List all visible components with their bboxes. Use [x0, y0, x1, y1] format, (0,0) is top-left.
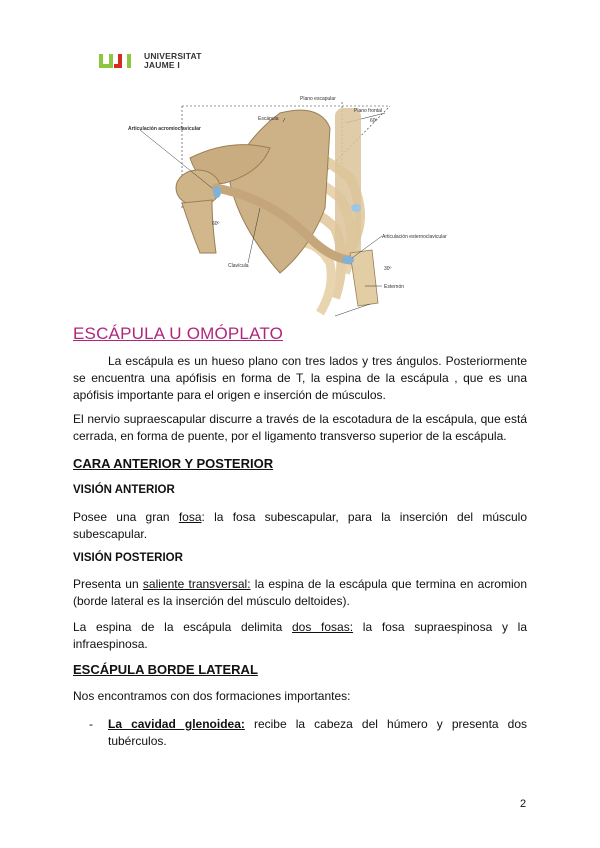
label-articulacion-esternoclavicular: Articulación esternoclavicular	[382, 234, 447, 240]
label-clavicula: Clavícula	[228, 263, 249, 269]
university-logo	[99, 52, 202, 70]
underlined-term-fosa: fosa	[178, 510, 202, 524]
lateral-intro: Nos encontramos con dos formaciones importantes:	[73, 689, 351, 703]
term-cavidad-glenoidea: La cavidad glenoidea:	[108, 717, 245, 731]
logo-line1: UNIVERSITAT	[144, 51, 202, 61]
label-angulo-top: 60º	[370, 118, 378, 124]
subheading-vision-posterior: VISIÓN POSTERIOR	[73, 552, 183, 564]
label-plano-escapular: Plano escapular	[300, 96, 336, 102]
anterior-paragraph: Posee una gran fosa: la fosa subescapular, para la inserción del músculo subescapular.	[73, 510, 528, 541]
intro-paragraph-2: El nervio supraescapular discurre a través de la escotadura de la escápula, que está cerrada, en forma de puente, por el ligamento transverso superior de la escápula.	[73, 412, 527, 443]
label-plano-frontal: Plano frontal	[354, 108, 383, 114]
posterior-paragraph-1: Presenta un saliente transversal: la espina de la escápula que termina en acromion (borde lateral es la inserción del músculo deltoides).	[73, 577, 527, 608]
underlined-term-dos-fosas: dos fosas:	[292, 620, 354, 634]
page-number: 2	[520, 798, 527, 810]
underlined-term-saliente: saliente transversal:	[142, 577, 251, 591]
page-title: ESCÁPULA U OMÓPLATO	[73, 324, 284, 343]
label-angulo-left: 60º	[212, 221, 220, 227]
posterior-paragraph-2: La espina de la escápula delimita dos fosas: la fosa supraespinosa y la infraespinosa.	[73, 620, 527, 651]
intro-paragraph-1: La escápula es un hueso plano con tres lados y tres ángulos. Posteriormente se encuentra una apófisis en forma de T, la espina de la escápula , que es una apófisis importante para el origen e inserción de músculos.	[73, 354, 527, 402]
list-item: - La cavidad glenoidea: recibe la cabeza del húmero y presenta dos tubérculos.	[89, 717, 528, 748]
label-angulo-right: 30º	[384, 266, 392, 272]
bullet-dash: -	[89, 717, 93, 731]
label-esternon: Esternón	[384, 284, 405, 290]
shoulder-girdle-illustration	[120, 88, 500, 320]
uji-logo-icon	[99, 52, 141, 70]
section-borde-lateral: ESCÁPULA BORDE LATERAL	[73, 662, 258, 677]
label-escapula: Escápula	[258, 116, 279, 122]
logo-line2: JAUME I	[144, 60, 180, 70]
subheading-vision-anterior: VISIÓN ANTERIOR	[73, 484, 175, 496]
label-articulacion-acromioclavicular: Articulación acromioclavicular	[128, 126, 201, 132]
section-cara-anterior-posterior: CARA ANTERIOR Y POSTERIOR	[73, 456, 274, 471]
